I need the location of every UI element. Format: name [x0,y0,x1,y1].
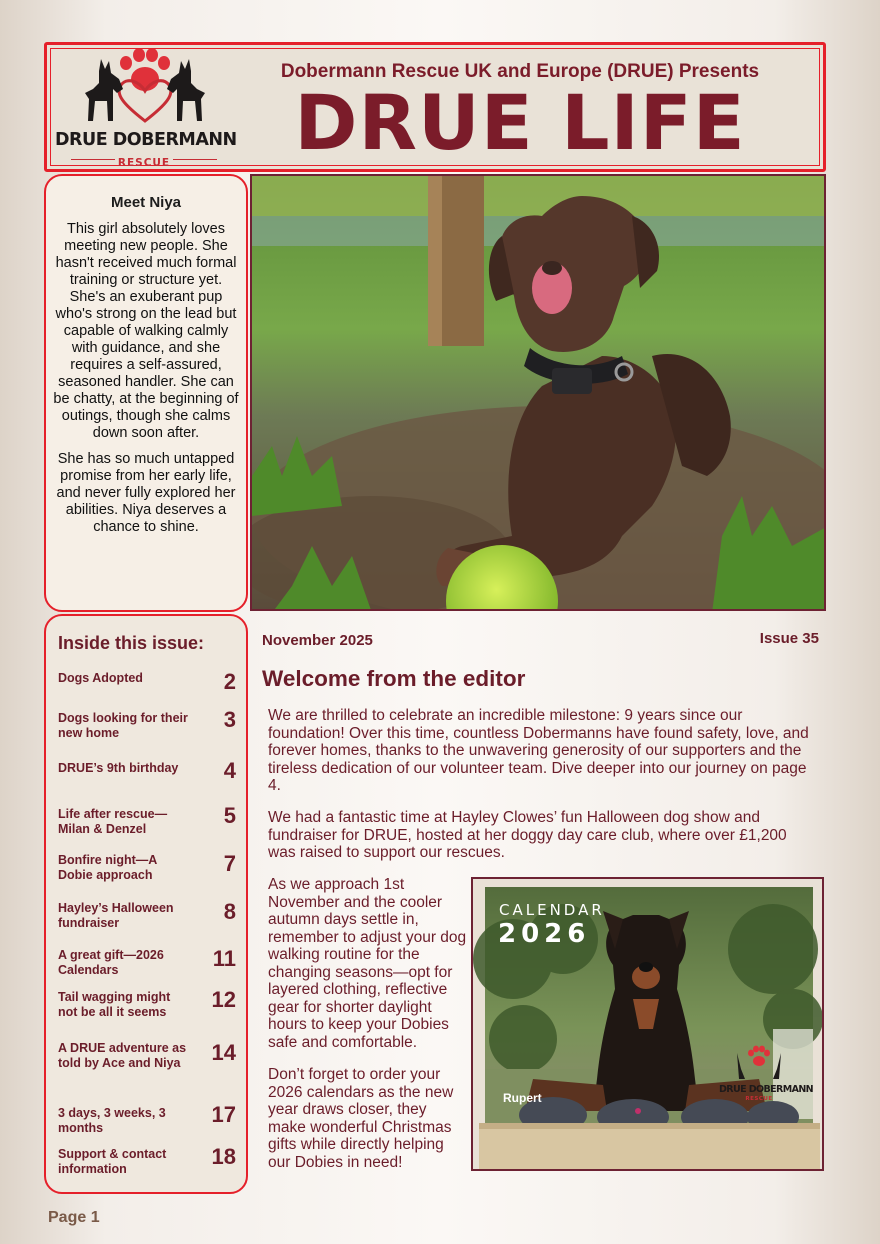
editor-paragraph: Don’t forget to order your 2026 calendars as the new year draws closer, they make wonderful Christmas gifts while directly helping our Dobies in need! [268,1066,454,1171]
contents-title: Inside this issue: [58,633,205,653]
contents-item-label: DRUE’s 9th birthday [58,761,179,775]
newsletter-title: DRUE LIFE [294,78,746,167]
presents-line: Dobermann Rescue UK and Europe (DRUE) Presents [280,61,760,82]
logo-dogs-and-paw-icon [53,49,237,129]
contents-item-page: 5 [223,803,236,828]
contents-item-page: 4 [223,758,236,783]
calendar-year: 2026 [498,919,591,949]
contents-item-label: Dogs looking for their new home [58,711,188,740]
contents-item-page: 14 [211,1040,236,1065]
issue-number: Issue 35 [759,630,819,647]
niya-photo [250,174,826,611]
calendar-promo-image [471,877,824,1171]
niya-paragraph: She has so much untapped promise from her early life, and never fully explored her abilities. Niya deserves a chance to shine. [56,451,236,535]
contents-item-page: 17 [211,1102,236,1127]
contents-item-label: Dogs Adopted [58,671,143,685]
contents-item-page: 7 [223,851,236,876]
editor-paragraph: We are thrilled to celebrate an incredible milestone: 9 years since our foundation! Over this time, countless Dobermanns have found safety, love, and forever homes, thanks to the unwavering generosity of our supporters and the tireless dedication of our volunteer team. Dive deeper into our journey on page 4. [268,707,809,794]
contents-panel [44,614,248,1194]
contents-item-label: A great gift—2026 Calendars [58,948,164,977]
contents-item-page: 3 [223,707,236,732]
contents-item-page: 2 [223,669,236,694]
contents-item-label: Tail wagging might not be all it seems [58,990,171,1019]
page-number: Page 1 [48,1209,100,1226]
meet-niya-panel [44,174,248,612]
calendar-dog-name: Rupert [503,1091,542,1105]
editor-paragraph: As we approach 1st November and the cooler autumn days settle in, remember to adjust your dog walking routine for the changing seasons—opt for layered clothing, reflective gear for shorter daylight hours to keep your Dobies safe and comfortable. [268,876,467,1051]
editor-paragraph: We had a fantastic time at Hayley Clowes’ fun Halloween dog show and fundraiser for DRUE, hosted at her doggy day care club, where over £1,200 was raised to support our rescues. [268,809,787,861]
calendar-logo-subtext: RESCUE [745,1096,773,1102]
contents-item-label: Hayley’s Halloween fundraiser [58,901,174,930]
contents-item-label: Bonfire night—A Dobie approach [58,853,157,882]
contents-item-page: 12 [211,987,236,1012]
contents-item-label: A DRUE adventure as told by Ace and Niya [58,1041,187,1070]
calendar-logo-text: DRUE DOBERMANN [719,1084,814,1095]
calendar-word: CALENDAR [499,901,605,919]
contents-item-page: 11 [212,946,236,971]
logo-text: DRUE DOBERMANN [55,130,237,150]
drue-logo [53,49,237,167]
dobermann-photo-illustration [252,176,826,611]
niya-title: Meet Niya [110,194,182,211]
contents-item-page: 18 [211,1144,236,1169]
contents-item-label: 3 days, 3 weeks, 3 months [58,1106,166,1135]
niya-paragraph: This girl absolutely loves meeting new people. She hasn't received much formal training or structure yet. She's an exuberant pup who's strong on the lead but capable of walking calmly with guidance, and she requires a self-assured, seasoned handler. She can be chatty, at the beginning of outings, though she calms down soon after. [53,221,239,441]
logo-subtext: RESCUE [117,157,171,169]
masthead-banner [44,42,826,172]
issue-date: November 2025 [262,632,373,649]
logo-subtext-row [63,153,225,169]
editor-heading: Welcome from the editor [262,666,526,691]
contents-item-label: Life after rescue—Milan & Denzel [58,807,168,836]
contents-item-label: Support & contact information [58,1147,167,1176]
contents-item-page: 8 [223,899,236,924]
